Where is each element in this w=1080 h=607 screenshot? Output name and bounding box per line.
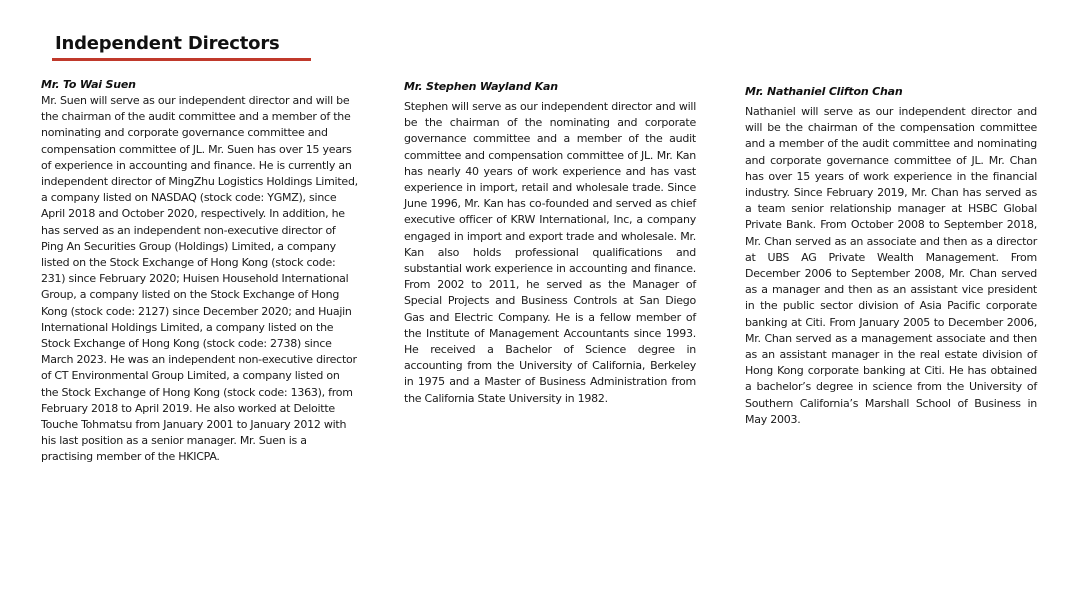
director-name: Mr. Nathaniel Clifton Chan (745, 85, 903, 98)
director-bio: Nathaniel will serve as our independent director and will be the chairman of the compensation committee and a member of the audit committee and nominating and corporate governance committee of JL. Mr. Chan has over 15 years of work experience in the financial industry. Since February 2019, Mr. Chan has served as a team senior relationship manager at HSBC Global Private Bank. From October 2008 to September 2018, Mr. Chan served as an associate and then as a director at UBS AG Private Wealth Management. From December 2006 to September 2008, Mr. Chan served as a manager and then as an assistant vice president in the public sector division of Asia Pacific corporate banking at Citi. From January 2005 to December 2006, Mr. Chan served as a management associate and then as an assistant manager in the real estate division of Hong Kong corporate banking at Citi. He has obtained a bachelor’s degree in science from the University of Southern California’s Marshall School of Business in May 2003. (745, 105, 1037, 426)
director-bio: Mr. Suen will serve as our independent director and will be the chairman of the audit committee and a member of the nominating and corporate governance committee and compensation committee of JL. Mr. Suen has over 15 years of experience in accounting and finance. He is currently an independent director of MingZhu Logistics Holdings Limited, a company listed on NASDAQ (stock code: YGMZ), since April 2018 and October 2020, respectively. In addition, he has served as an independent non-executive director of Ping An Securities Group (Holdings) Limited, a company listed on the Stock Exchange of Hong Kong (stock code: 231) since February 2020; Huisen Household International Group, a company listed on the Stock Exchange of Hong Kong (stock code: 2127) since December 2020; and Huajin International Holdings Limited, a company listed on the Stock Exchange of Hong Kong (stock code: 2738) since March 2023. He was an independent non-executive director of CT Environmental Group Limited, a company listed on the Stock Exchange of Hong Kong (stock code: 1363), from February 2018 to April 2019. He also worked at Deloitte Touche Tohmatsu from January 2001 to January 2012 with his last position as a senior manager. Mr. Suen is a practising member of the HKICPA. (41, 94, 358, 464)
director-name: Mr. To Wai Suen (41, 78, 136, 91)
director-card-kan (404, 80, 696, 407)
director-bio: Stephen will serve as our independent director and will be the chairman of the nominating and corporate governance committee and a member of the audit committee and compensation committee of JL. Mr. Kan has nearly 40 years of work experience and has vast experience in import, retail and wholesale trade. Since June 1996, Mr. Kan has co-founded and served as chief executive officer of KRW International, Inc, a company engaged in import and export trade and wholesale. Mr. Kan also holds professional qualifications and substantial work experience in accounting and finance. From 2002 to 2011, he served as the Manager of Special Projects and Business Controls at San Diego Gas and Electric Company. He is a fellow member of the Institute of Management Accountants since 1993. He received a Bachelor of Science degree in accounting from the University of California, Berkeley in 1975 and a Master of Business Administration from the California State University in 1982. (404, 100, 696, 405)
director-name: Mr. Stephen Wayland Kan (404, 80, 558, 93)
director-card-chan (745, 85, 1037, 428)
slide-title: Independent Directors (55, 33, 280, 54)
director-card-suen (41, 78, 359, 466)
title-underline (52, 58, 311, 61)
